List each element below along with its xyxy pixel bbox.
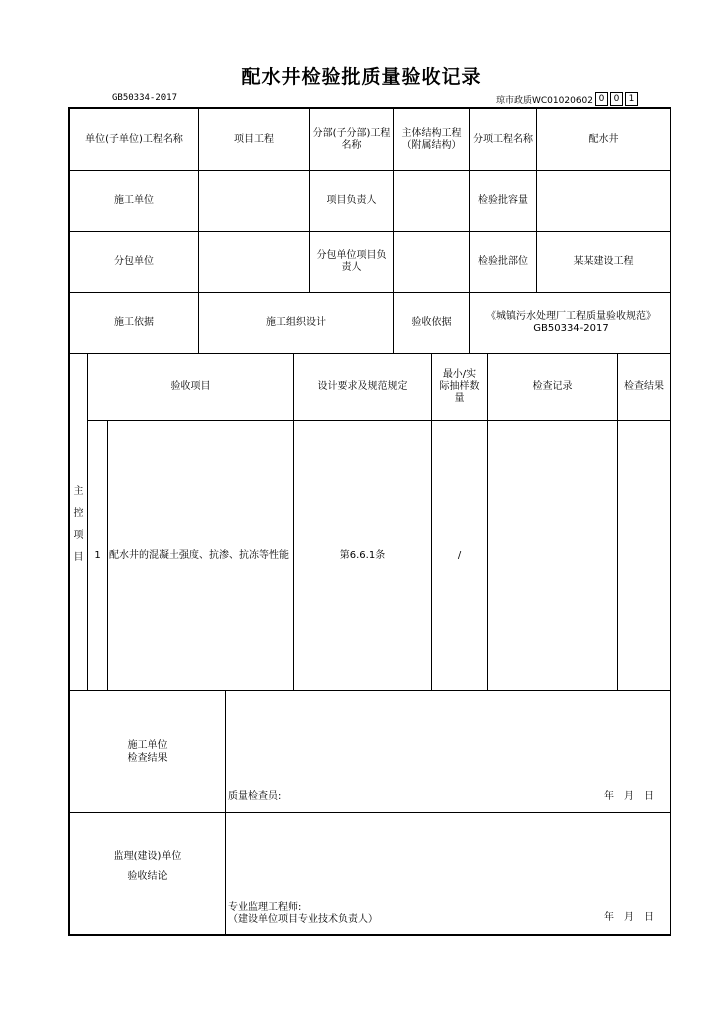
subitem-label: 分项工程名称 [473, 133, 533, 145]
project-manager-label: 项目负责人 [326, 195, 377, 206]
standard-number: GB50334-2017 [112, 93, 178, 103]
main-control-char: 主 [73, 486, 84, 497]
inspection-item: 配水井的混凝土强度、抗渗、抗冻等性能 [109, 549, 289, 561]
main-control-char: 项 [73, 530, 84, 541]
supervision-date[interactable]: 年 月 日 [604, 912, 654, 923]
main-control-char: 目 [73, 552, 84, 563]
supervision-label [70, 813, 225, 934]
construction-basis-value[interactable]: 施工组织设计 [266, 317, 326, 328]
check-result-value[interactable] [618, 421, 670, 690]
subdivision-label: 分部(子分部)工程名称 [312, 127, 391, 151]
batch-location-label: 检验批部位 [478, 256, 528, 267]
batch-capacity-label: 检验批容量 [478, 195, 528, 206]
project-manager-value[interactable] [394, 171, 469, 231]
sub-manager-value[interactable] [394, 232, 469, 292]
construction-check-label-line1: 施工单位 [127, 739, 168, 751]
check-record-value[interactable] [488, 421, 617, 690]
construction-basis-label: 施工依据 [114, 317, 154, 328]
sample-value[interactable]: / [457, 549, 462, 561]
unit-name-label: 单位(子单位)工程名称 [85, 133, 183, 145]
column-header-item: 验收项目 [170, 381, 211, 392]
form-code-digit[interactable]: 0 [610, 92, 623, 106]
supervising-engineer-label [228, 902, 378, 926]
acceptance-basis-label: 验收依据 [411, 317, 452, 328]
acceptance-basis-value[interactable]: 《城镇污水处理厂工程质量验收规范》GB50334-2017 [486, 311, 656, 334]
row-number: 1 [94, 549, 101, 561]
sub-manager-label: 分包单位项目负责人 [316, 250, 387, 273]
column-header-result: 检查结果 [624, 381, 664, 392]
construction-check-date[interactable]: 年 月 日 [604, 791, 654, 802]
column-header-requirement: 设计要求及规范规定 [317, 381, 408, 392]
supervision-label-line2: 验收结论 [127, 870, 168, 882]
form-code-digit[interactable]: 0 [595, 92, 608, 106]
form-code [496, 92, 638, 106]
supervising-engineer-line2: （建设单位项目专业技术负责人） [228, 914, 378, 925]
supervising-engineer-line1: 专业监理工程师: [228, 902, 302, 913]
subitem-value[interactable]: 配水井 [588, 133, 619, 145]
construction-check-label [70, 691, 225, 812]
main-control-label [70, 470, 87, 580]
form-code-prefix: 琼市政质WC01020602 [496, 95, 593, 106]
unit-name-value[interactable]: 项目工程 [234, 133, 274, 145]
column-header-record: 检查记录 [532, 381, 573, 392]
page-title: 配水井检验批质量验收记录 [241, 66, 482, 88]
form-code-digit[interactable]: 1 [625, 92, 638, 106]
quality-inspector-label: 质量检查员: [228, 791, 282, 802]
column-header-sample: 最小/实际抽样数量 [439, 369, 480, 404]
subdivision-value[interactable]: 主体结构工程（附属结构） [401, 127, 462, 151]
batch-location-value[interactable]: 某某建设工程 [573, 256, 634, 267]
requirement-value: 第6.6.1条 [339, 549, 386, 561]
subcontractor-value[interactable] [199, 232, 309, 292]
subcontractor-label: 分包单位 [114, 256, 154, 267]
construction-unit-label: 施工单位 [114, 195, 154, 206]
supervision-label-line1: 监理(建设)单位 [113, 850, 182, 862]
main-control-char: 控 [73, 508, 84, 519]
construction-unit-value[interactable] [199, 171, 309, 231]
batch-capacity-value[interactable] [537, 171, 670, 231]
construction-check-label-line2: 检查结果 [127, 752, 168, 764]
